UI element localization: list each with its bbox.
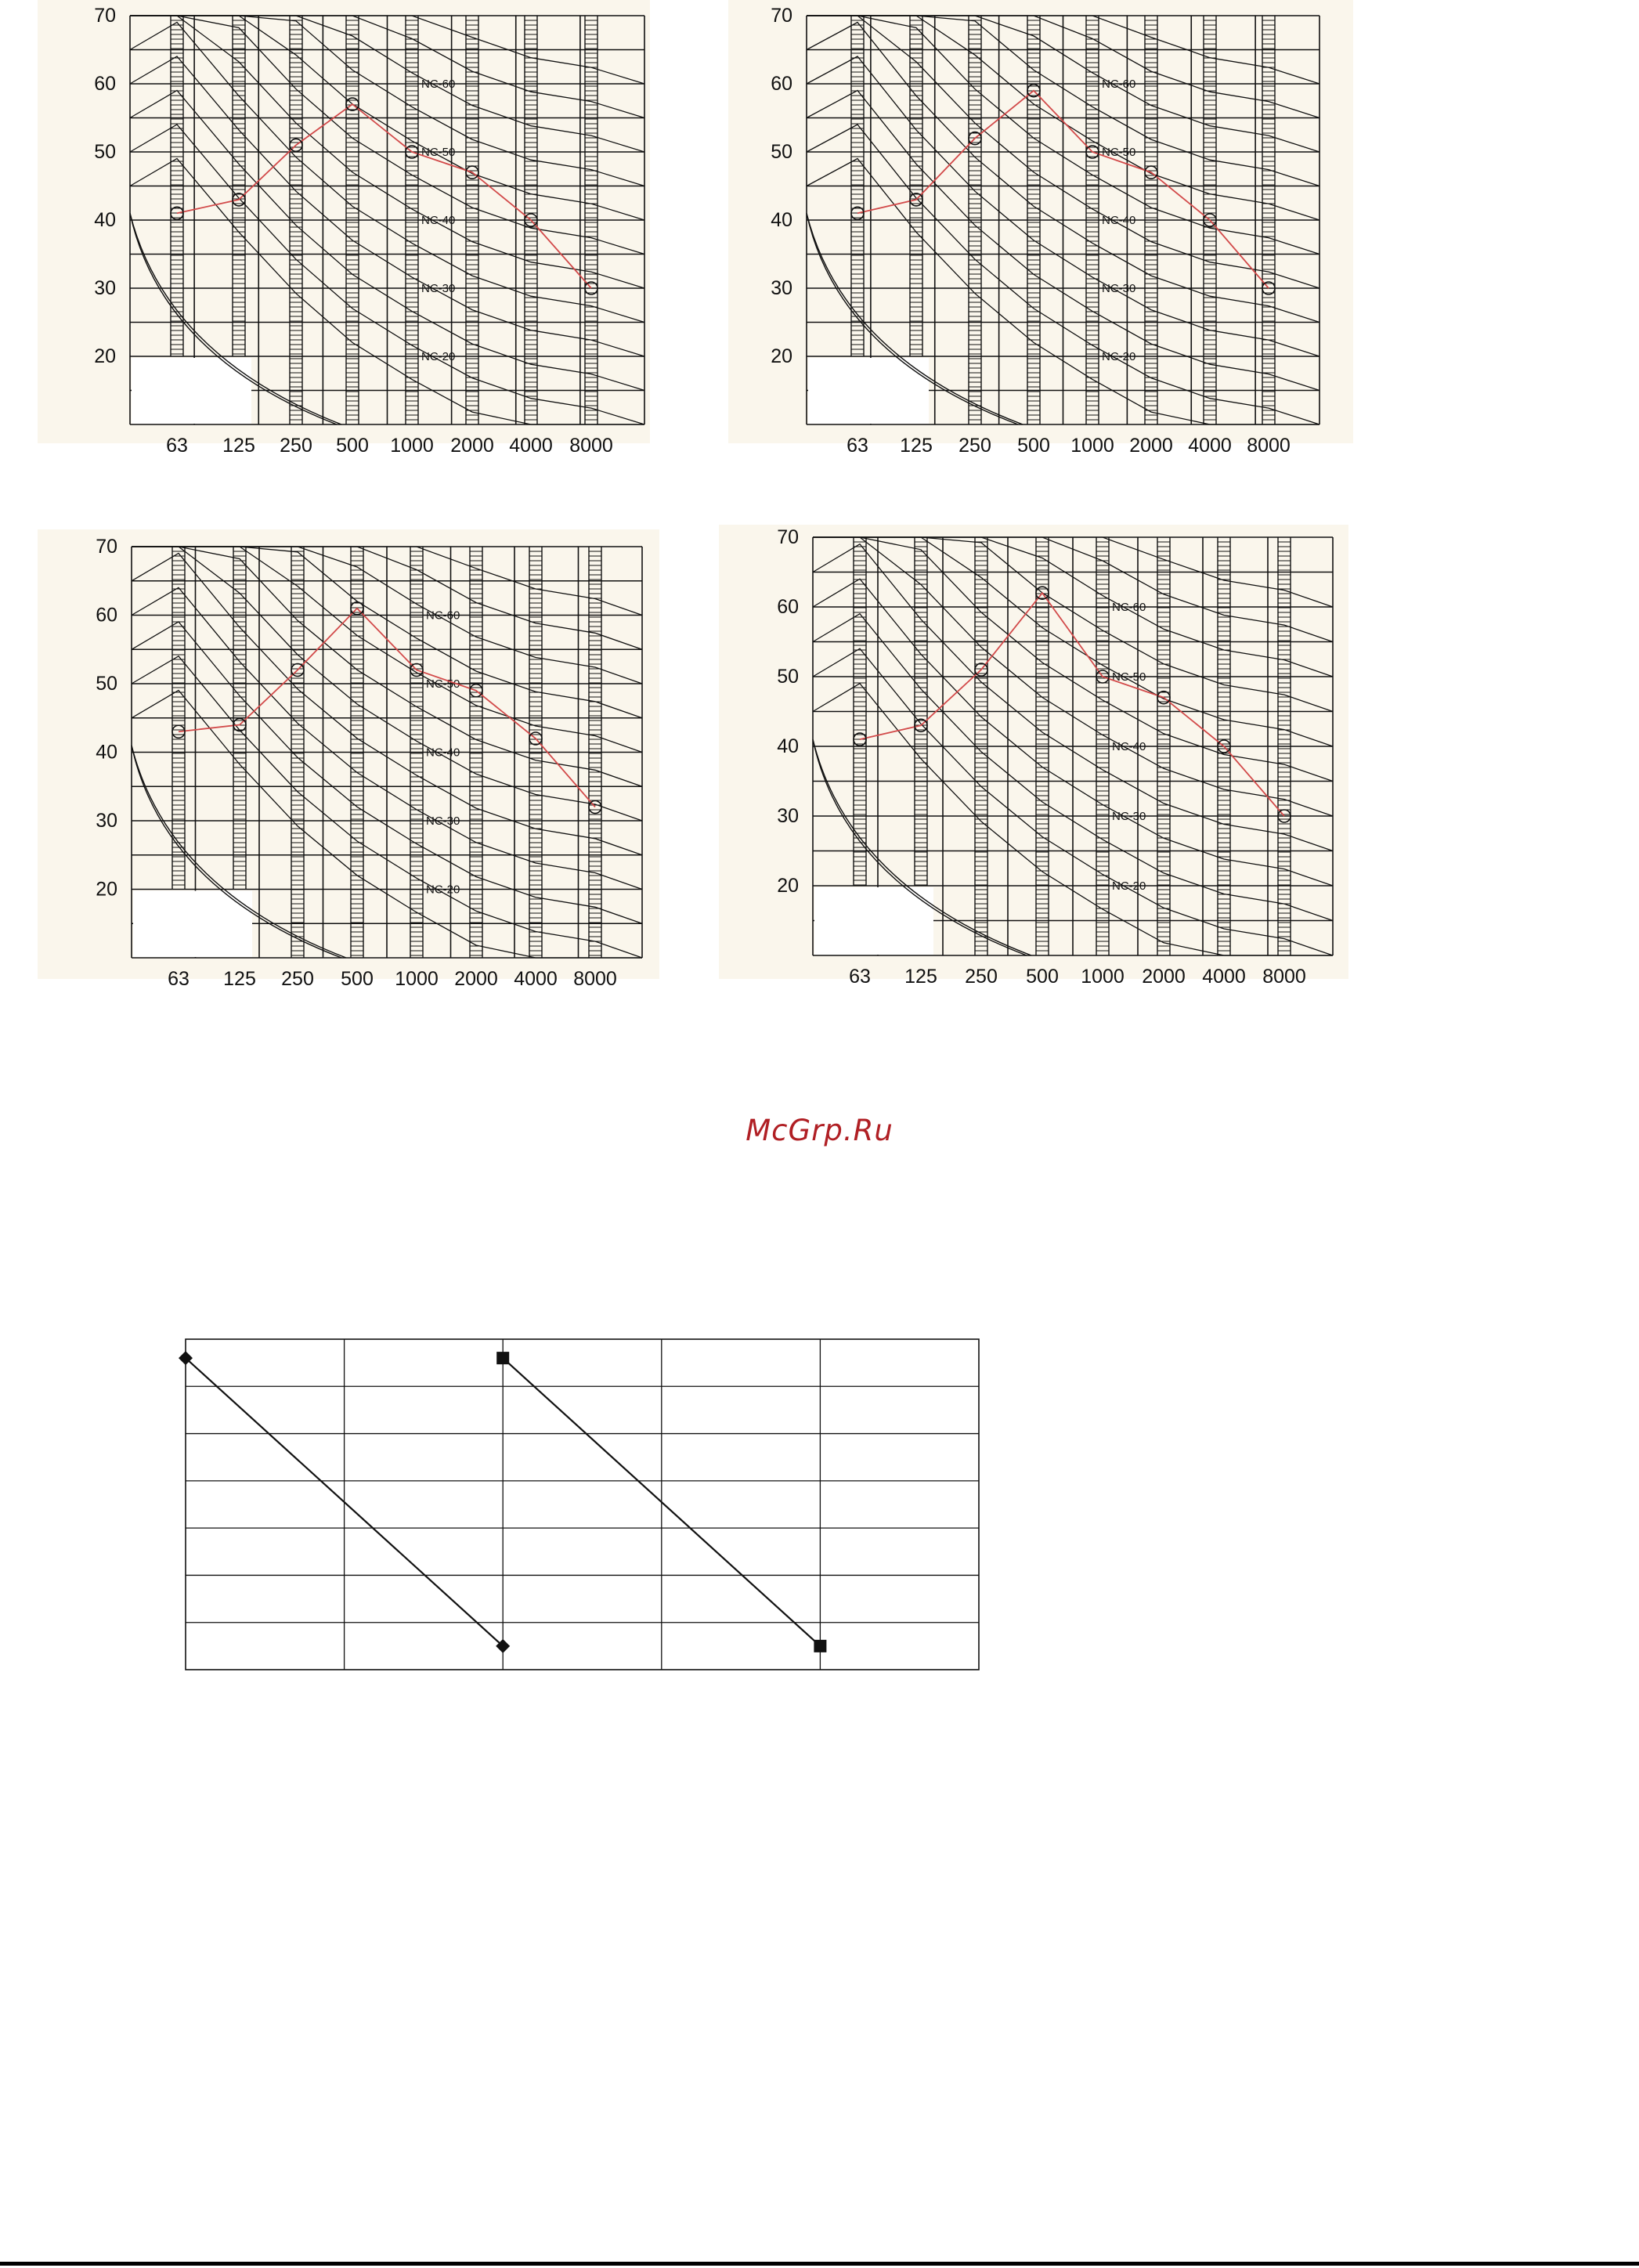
- x-tick-label: 63: [166, 435, 188, 457]
- x-tick-label: 125: [900, 435, 933, 457]
- x-tick-label: 500: [336, 435, 369, 457]
- nc-label: NC-30: [421, 282, 456, 295]
- nc-label: NC-60: [426, 609, 460, 623]
- y-tick-label: 20: [94, 345, 116, 367]
- nc-label: NC-60: [1102, 78, 1136, 91]
- nc-chart-3: [38, 529, 659, 990]
- nc-chart-4: [719, 525, 1348, 988]
- page-bottom-rule: [0, 2262, 1639, 2266]
- x-tick-label: 63: [849, 966, 871, 988]
- x-tick-label: 8000: [569, 435, 613, 457]
- nc-chart-2-svg: [728, 0, 1353, 457]
- blank-box: [814, 887, 933, 955]
- y-tick-label: 70: [96, 536, 117, 558]
- y-tick-label: 20: [771, 345, 792, 367]
- x-tick-label: 4000: [509, 435, 553, 457]
- series-2-point: [496, 1352, 509, 1364]
- x-tick-label: 4000: [514, 968, 558, 990]
- x-tick-label: 250: [965, 966, 998, 988]
- x-tick-label: 8000: [1262, 966, 1306, 988]
- y-tick-label: 60: [777, 596, 799, 618]
- y-tick-label: 40: [771, 209, 792, 231]
- plot-area: [186, 1339, 979, 1670]
- y-tick-label: 60: [771, 73, 792, 95]
- x-tick-label: 125: [223, 968, 256, 990]
- y-tick-label: 50: [777, 666, 799, 688]
- y-tick-label: 70: [771, 5, 792, 27]
- x-tick-label: 63: [847, 435, 868, 457]
- x-tick-label: 500: [341, 968, 374, 990]
- nc-label: NC-20: [1102, 350, 1136, 363]
- blank-box: [132, 358, 251, 424]
- nc-label: NC-20: [1112, 879, 1146, 893]
- nc-label: NC-20: [421, 350, 456, 363]
- nc-label: NC-30: [1102, 282, 1136, 295]
- x-tick-label: 125: [904, 966, 937, 988]
- nc-label: NC-50: [426, 677, 460, 691]
- nc-label: NC-60: [421, 78, 456, 91]
- y-tick-label: 40: [96, 741, 117, 764]
- line-chart: [164, 1324, 987, 1676]
- x-tick-label: 250: [280, 435, 312, 457]
- y-tick-label: 50: [96, 673, 117, 695]
- watermark: McGrp.Ru: [745, 1114, 894, 1147]
- x-tick-label: 500: [1026, 966, 1059, 988]
- nc-label: NC-50: [1102, 146, 1136, 159]
- x-tick-label: 8000: [573, 968, 617, 990]
- y-tick-label: 50: [94, 141, 116, 163]
- x-tick-label: 4000: [1202, 966, 1246, 988]
- nc-label: NC-50: [1112, 670, 1146, 684]
- x-tick-label: 2000: [454, 968, 498, 990]
- nc-label: NC-50: [421, 146, 456, 159]
- y-tick-label: 70: [94, 5, 116, 27]
- nc-chart-1-svg: [38, 0, 650, 457]
- y-tick-label: 20: [96, 878, 117, 901]
- x-tick-label: 2000: [1129, 435, 1173, 457]
- x-tick-label: 250: [281, 968, 314, 990]
- x-tick-label: 125: [222, 435, 255, 457]
- y-tick-label: 30: [94, 277, 116, 299]
- nc-chart-1: [38, 0, 650, 457]
- nc-label: NC-20: [426, 883, 460, 897]
- y-tick-label: 40: [777, 735, 799, 757]
- x-tick-label: 1000: [1081, 966, 1125, 988]
- x-tick-label: 1000: [390, 435, 434, 457]
- x-tick-label: 500: [1017, 435, 1050, 457]
- x-tick-label: 8000: [1247, 435, 1291, 457]
- y-tick-label: 70: [777, 526, 799, 548]
- y-tick-label: 60: [96, 604, 117, 627]
- y-tick-label: 30: [96, 810, 117, 832]
- nc-chart-2: [728, 0, 1353, 457]
- y-tick-label: 50: [771, 141, 792, 163]
- series-2-point: [814, 1640, 826, 1652]
- nc-label: NC-30: [1112, 810, 1146, 823]
- nc-label: NC-60: [1112, 601, 1146, 614]
- nc-label: NC-40: [421, 214, 456, 227]
- x-tick-label: 250: [958, 435, 991, 457]
- y-tick-label: 40: [94, 209, 116, 231]
- y-tick-label: 60: [94, 73, 116, 95]
- y-tick-label: 30: [771, 277, 792, 299]
- nc-label: NC-40: [1102, 214, 1136, 227]
- x-tick-label: 2000: [1142, 966, 1186, 988]
- band-ladder: [854, 537, 866, 886]
- x-tick-label: 2000: [450, 435, 494, 457]
- x-tick-label: 1000: [1070, 435, 1114, 457]
- nc-label: NC-40: [426, 746, 460, 760]
- y-tick-label: 20: [777, 875, 799, 897]
- nc-label: NC-40: [1112, 740, 1146, 753]
- nc-label: NC-30: [426, 814, 460, 828]
- x-tick-label: 4000: [1188, 435, 1232, 457]
- y-tick-label: 30: [777, 805, 799, 827]
- nc-chart-4-svg: [719, 525, 1348, 988]
- x-tick-label: 63: [168, 968, 190, 990]
- nc-chart-3-svg: [38, 529, 659, 990]
- measured-line: [177, 104, 591, 288]
- x-tick-label: 1000: [395, 968, 439, 990]
